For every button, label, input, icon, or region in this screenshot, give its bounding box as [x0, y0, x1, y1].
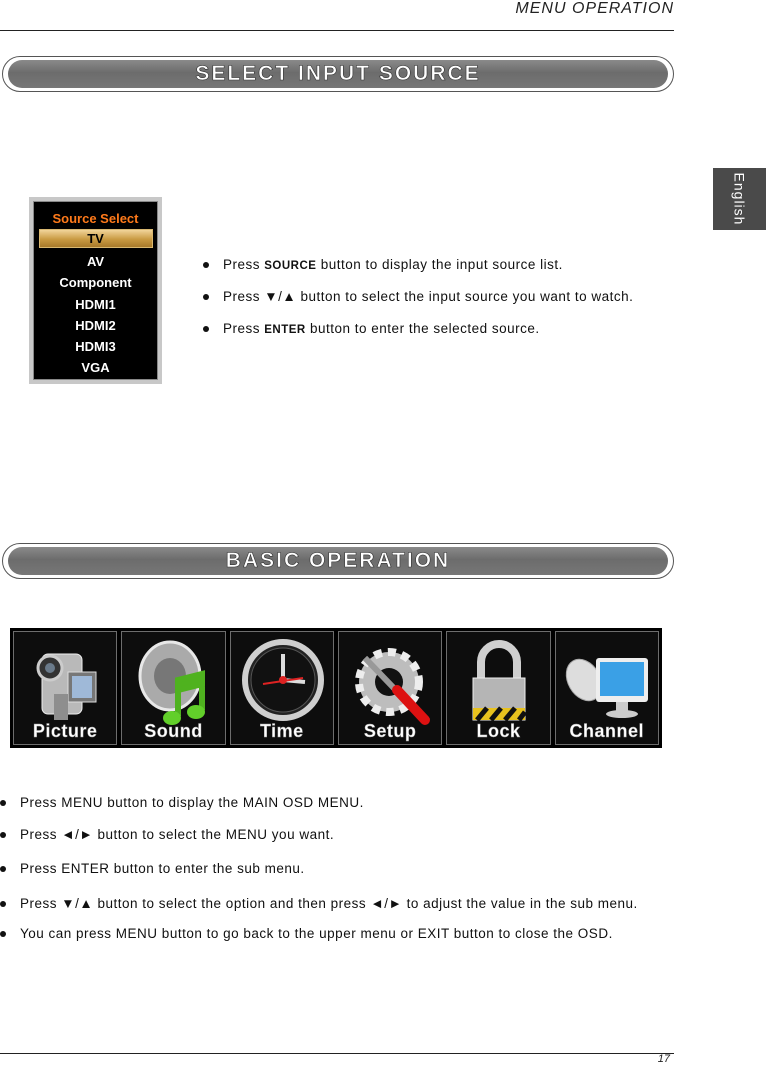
menu-tile-time[interactable] [230, 631, 334, 745]
source-item-tv[interactable]: TV [39, 229, 153, 248]
bullet-icon [203, 294, 209, 300]
page-number: 17 [657, 1053, 670, 1065]
source-item-hdmi3[interactable]: HDMI3 [75, 339, 116, 355]
menu-tile-label: Setup [363, 721, 417, 741]
instruction-source-3: Press ENTER button to enter the selected source. [203, 321, 540, 336]
bullet-icon [0, 931, 6, 937]
section-title: SELECT INPUT SOURCE [195, 62, 481, 85]
footer-rule [0, 1053, 674, 1054]
instruction-basic-1: Press MENU button to display the MAIN OSD MENU. [0, 795, 364, 810]
menu-tile-setup[interactable] [338, 631, 442, 745]
source-item-av[interactable]: AV [86, 254, 105, 269]
menu-tile-label: Channel [569, 721, 645, 741]
menu-tile-label: Picture [32, 721, 98, 741]
instruction-source-2: Press ▼/▲ button to select the input source you want to watch. [203, 289, 633, 304]
section-banner-select-input [2, 56, 674, 92]
osd-title: Source Select [52, 211, 139, 226]
language-tab [713, 168, 766, 230]
bullet-icon [203, 326, 209, 332]
source-item-component[interactable]: Component [59, 275, 132, 291]
instruction-basic-3: Press ENTER button to enter the sub menu. [0, 861, 305, 876]
bullet-icon [0, 866, 6, 872]
bullet-icon [0, 800, 6, 806]
bullet-icon [203, 262, 209, 268]
menu-tile-label: Lock [476, 721, 521, 741]
page-header-title: MENU OPERATION [515, 0, 674, 17]
language-tab-label: English [731, 172, 748, 226]
menu-tile-label: Sound [144, 721, 203, 741]
header-rule [0, 30, 674, 31]
source-item-vga[interactable]: VGA [81, 360, 110, 376]
menu-tile-picture[interactable] [13, 631, 117, 745]
menu-tile-lock[interactable] [446, 631, 550, 745]
instruction-basic-2: Press ◄/► button to select the MENU you want. [0, 827, 334, 842]
section-title: BASIC OPERATION [225, 549, 451, 572]
source-item-hdmi2[interactable]: HDMI2 [75, 317, 116, 333]
bullet-icon [0, 832, 6, 838]
source-item-hdmi1[interactable]: HDMI1 [75, 296, 116, 312]
section-banner-basic-operation [2, 543, 674, 579]
menu-tile-label: Time [259, 721, 304, 741]
menu-tile-sound[interactable] [121, 631, 225, 745]
instruction-basic-5: You can press MENU button to go back to the upper menu or EXIT button to close the OSD. [0, 926, 613, 941]
instruction-basic-4: Press ▼/▲ button to select the option and then press ◄/► to adjust the value in the sub menu. [0, 896, 638, 911]
source-select-osd [29, 197, 162, 384]
main-menu-strip [10, 628, 662, 748]
instruction-source-1: Press SOURCE button to display the input source list. [203, 257, 563, 272]
menu-tile-channel[interactable] [555, 631, 659, 745]
bullet-icon [0, 901, 6, 907]
